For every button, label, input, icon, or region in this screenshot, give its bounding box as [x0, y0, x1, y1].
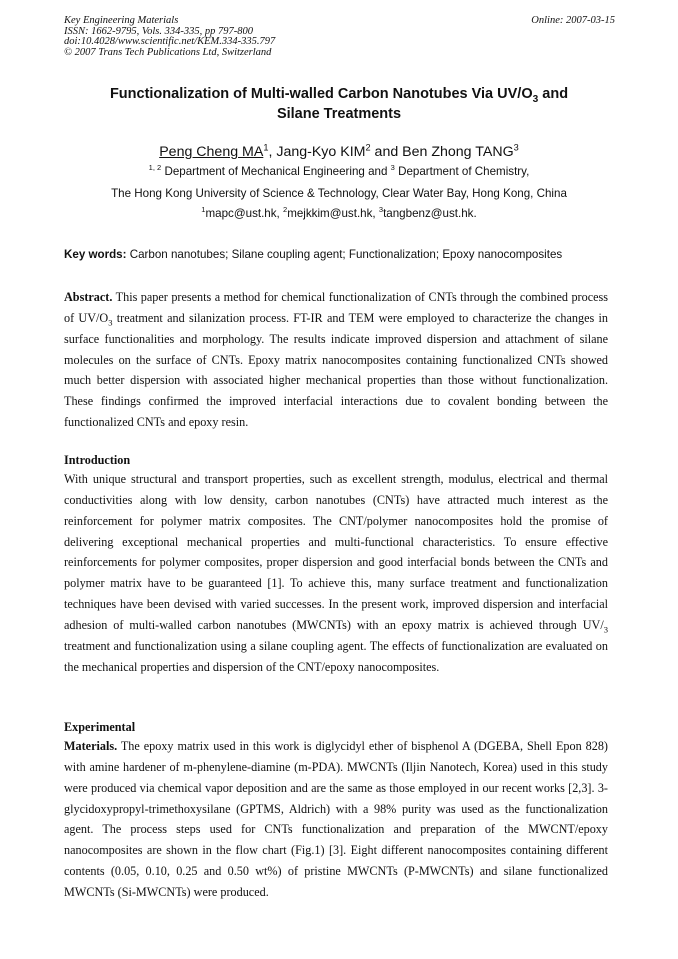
online-date: Online: 2007-03-15	[531, 15, 615, 26]
introduction-paragraph: With unique structural and transport properties, such as excellent strength, modulus, electrical and thermal conductivities along with low density, carbon nanotubes (CNTs) have attracted much interest as the reinforcement for polymer matrix composites. The CNT/polymer nanocomposites hold the promise of delivering exceptional mechanical properties and multi-functional characteristics. To ensure effective reinforcements for polymer composites, proper dispersion and good interfacial bonds between the CNTs and polymer matrix have to be guaranteed [1]. To achieve this, many surface treatment and functionalization techniques have been devised with varied successes. In the present work, improved dispersion and interfacial adhesion of multi-walled carbon nanotubes (MWCNTs) with an epoxy matrix is achieved through $UV/_3$ treatment and functionalization using a silane coupling agent. The effects of functionalization are evaluated on the mechanical properties and dispersion of the CNT/epoxy nanocomposites.	[64, 472, 608, 674]
affiliation-departments: $^{1, 2}$ Department of Mechanical Engineering and $^3$ Department of Chemistry,	[148, 163, 530, 178]
copyright-line: © 2007 Trans Tech Publications Ltd, Switzerland	[64, 46, 272, 58]
abstract: Abstract. This paper presents a method for chemical functionalization of CNTs through the combined process of $UV/O_3$ treatment and silanization process. FT-IR and TEM were employed to characterize the changes in surface functionalities and morphology. The results indicate improved dispersion and attachment of silane molecules on the surface of CNTs. Epoxy matrix nanocomposites containing functionalized CNTs showed much better dispersion with associated higher mechanical properties than those without functionalization. These findings confirmed the improved interfacial interactions due to covalent bonding between the functionalized CNTs and epoxy resin.	[64, 290, 608, 430]
author-list: Peng Cheng $MA^1$, Jang-Kyo KIM$^2$ and Ben Zhong TANG$^3$	[159, 142, 519, 160]
journal-header	[64, 16, 275, 58]
paper-title	[64, 84, 614, 124]
materials-label: Materials.	[64, 739, 118, 753]
title-line-2: Silane Treatments	[276, 106, 402, 122]
issn-line: ISSN: 1662-9795, Vols. 334-335, pp 797-800	[64, 25, 253, 37]
journal-name: Key Engineering Materials	[64, 15, 179, 26]
keywords-label: Key words:	[64, 248, 127, 261]
affiliation-university: The Hong Kong University of Science & Technology, Clear Water Bay, Hong Kong, China	[111, 187, 567, 200]
author-emails: $^1$mapc@ust.hk, $^2$mejkkim@ust.hk, $^3$tangbenz@ust.hk.	[201, 205, 477, 220]
materials-paragraph: Materials. The epoxy matrix used in this work is diglycidyl ether of bisphenol A (DGEBA, Shell Epon 828) with amine hardener of m-phenylene-diamine (m-PDA). MWCNTs (Iljin Nanotech, Korea) used in this study were produced via chemical vapor deposition and are the same as those employed in our recent works [2,3]. 3-glycidoxypropyl-trimethoxysilane (GPTMS, Aldrich) with a 98% purity was used as the functionalization agent. The process steps used for CNTs functionalization and preparation of the MWCNT/epoxy nanocomposites are shown in the flow chart (Fig.1) [3]. Eight different nanocomposites containing different contents (0.05, 0.10, 0.25 and 0.50 wt%) of pristine MWCNTs (P-MWCNTs) and silane functionalized MWCNTs (Si-MWCNTs) were produced.	[64, 739, 608, 899]
keywords-text: Carbon nanotubes; Silane coupling agent; Functionalization; Epoxy nanocomposites	[126, 248, 563, 261]
abstract-label: Abstract.	[64, 290, 113, 304]
introduction-heading: Introduction	[64, 453, 131, 467]
author-1: Peng Cheng MA	[159, 144, 264, 160]
experimental-heading: Experimental	[64, 720, 136, 734]
author-2: , Jang-Kyo KIM	[268, 144, 366, 160]
title-line-1: Functionalization of Multi-walled Carbon Nanotubes Via $UV/O_3$ and	[109, 86, 569, 105]
doi-line: doi:10.4028/www.scientific.net/KEM.334-335.797	[64, 36, 276, 48]
keywords	[64, 248, 614, 262]
author-3: and Ben Zhong TANG	[370, 144, 514, 160]
